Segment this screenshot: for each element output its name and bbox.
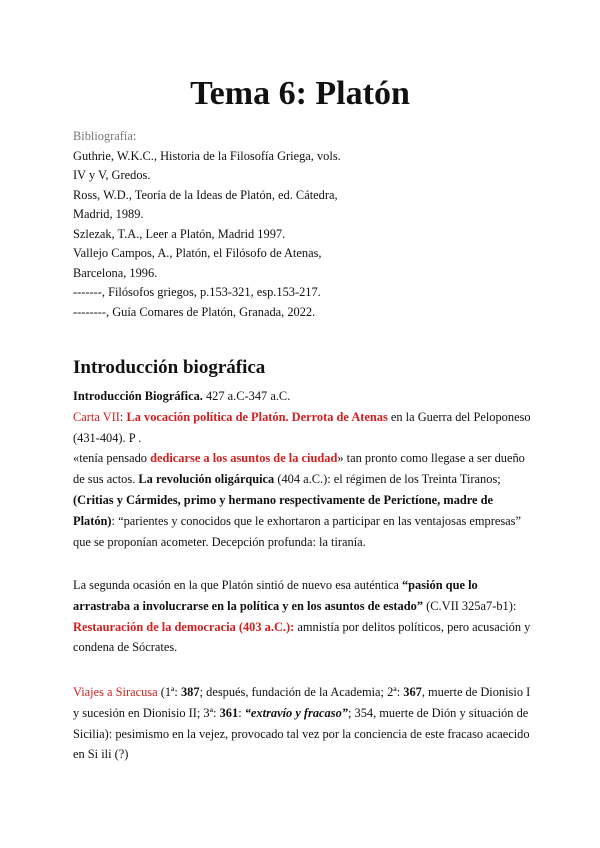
year-387: 387 xyxy=(180,685,200,699)
bibliography-label: Bibliografía: xyxy=(73,129,137,143)
bibliography-line: Barcelona, 1996. xyxy=(73,265,158,280)
dedicarse-highlight: dedicarse a los asuntos de la ciudad xyxy=(150,451,338,466)
paragraph-segunda-ocasion xyxy=(73,575,533,658)
p3-text: , muerte de Dionisio I y sucesión en Dionisio II; 3ª: xyxy=(73,685,531,720)
restauracion-highlight: Restauración de la democracia (403 a.C.): xyxy=(73,619,295,634)
bibliography-line: Madrid, 1989. xyxy=(73,207,144,221)
p2-cite: (C.VII 325a7-b1): xyxy=(423,598,517,613)
p2-rest: amnistía por delitos políticos, pero acusación y condena de Sócrates. xyxy=(73,619,531,655)
bibliography-line: Vallejo Campos, A., Platón, el Filósofo de Atenas, xyxy=(73,246,322,260)
p3-text: ; después, fundación de la Academia; 2ª: xyxy=(199,685,404,699)
extravio-quote: “extravío y fracaso” xyxy=(244,705,348,720)
p3-text: : xyxy=(238,705,245,720)
bibliography-line: --------, Guía Comares de Platón, Granada, 2022. xyxy=(73,304,316,319)
year-367: 367 xyxy=(403,685,422,699)
carta-rest: en la Guerra del Peloponeso (431-404). P . xyxy=(73,409,531,445)
page-title: Tema 6: Platón xyxy=(190,75,410,112)
intro-heading: Introducción Biográfica. xyxy=(73,389,203,403)
revolucion-rest: (404 a.C.): el régimen de los Treinta Tiranos; xyxy=(274,472,501,487)
critias-rest: : “parientes y conocidos que le exhortaron a participar en las ventajosas empresas” que se proponían acometer. Decepción profunda: la tiranía. xyxy=(73,513,521,549)
section-heading: Introducción biográfica xyxy=(73,357,266,378)
bibliography-line: IV y V, Gredos. xyxy=(73,168,151,182)
year-361: 361 xyxy=(219,705,239,720)
viajes-label: Viajes a Siracusa xyxy=(73,685,158,699)
quote-start: «tenía pensado xyxy=(73,451,151,466)
bibliography-line: -------, Filósofos griegos, p.153-321, esp.153-217. xyxy=(73,285,321,299)
carta-separator: : xyxy=(119,409,127,424)
bibliography-line: Szlezak, T.A., Leer a Platón, Madrid 1997. xyxy=(73,226,286,241)
revolucion-bold: La revolución oligárquica xyxy=(138,472,275,487)
bibliography-line: Guthrie, W.K.C., Historia de la Filosofía Griega, vols. xyxy=(73,148,341,163)
paragraph-viajes xyxy=(73,682,533,765)
vocacion-highlight: La vocación política de Platón. Derrota de Atenas xyxy=(126,409,388,424)
pasion-quote: “pasión que lo arrastraba a involucrarse en la política y en los asuntos de estado” xyxy=(73,578,478,613)
p3-text: ; 354, muerte de Dión y situación de Sicilia): pesimismo en la vejez, provocado tal vez por la conciencia de este fracaso acaecido en Si ili (?) xyxy=(73,705,530,762)
critias-bold: (Critias y Cármides, primo y hermano respectivamente de Perictíone, madre de Platón) xyxy=(73,492,494,528)
quote-rest: » tan pronto como llegase a ser dueño de sus actos. xyxy=(73,451,525,487)
paragraph-introduction xyxy=(73,386,533,552)
p3-text: (1ª: xyxy=(157,685,181,699)
carta-label: Carta VII xyxy=(73,409,120,424)
bibliography-line: Ross, W.D., Teoría de la Ideas de Platón, ed. Cátedra, xyxy=(73,187,338,202)
intro-dates: 427 a.C-347 a.C. xyxy=(202,389,291,403)
p2-start: La segunda ocasión en la que Platón sintió de nuevo esa auténtica xyxy=(73,578,402,592)
bibliography-block xyxy=(73,127,533,322)
